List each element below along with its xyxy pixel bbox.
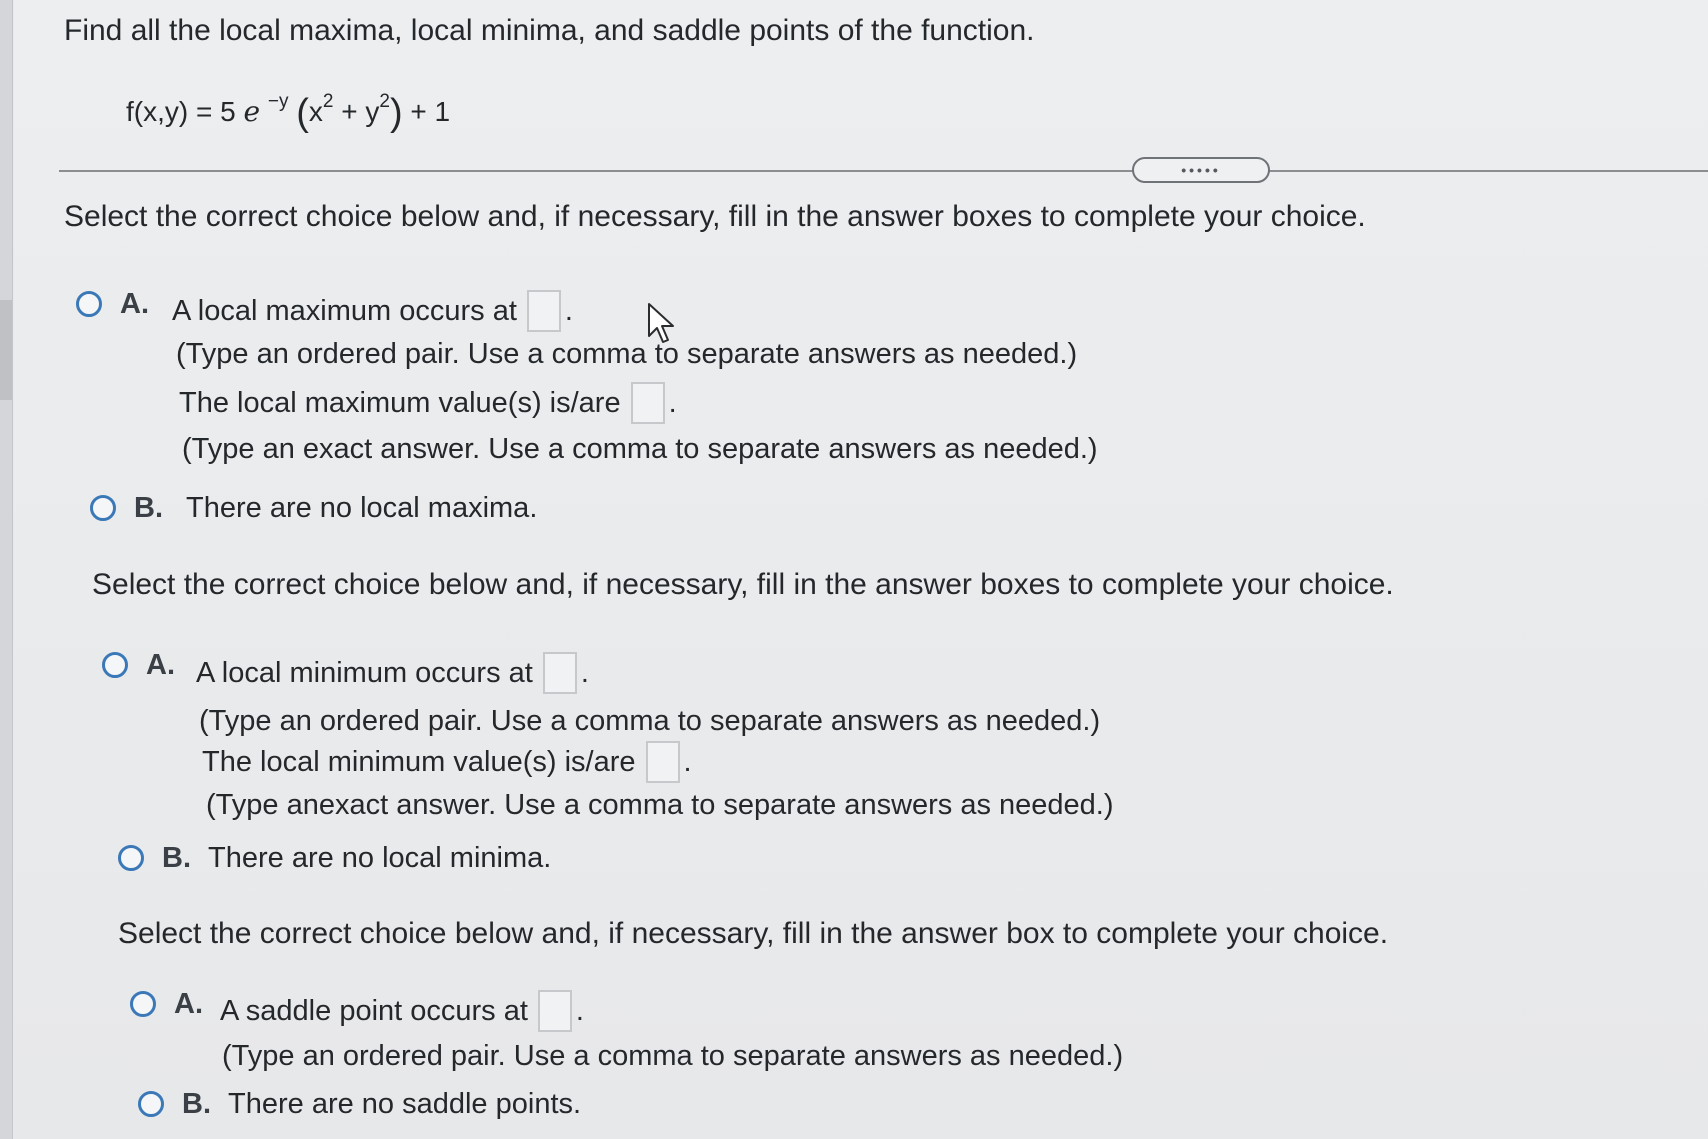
left-panel-edge xyxy=(0,0,13,1139)
minima-option-b-text: There are no local minima. xyxy=(208,842,552,874)
minima-location-label: A local minimum occurs at xyxy=(196,656,533,689)
minima-option-a-radio[interactable] xyxy=(102,652,128,678)
mouse-pointer-icon xyxy=(647,302,677,346)
saddle-option-a-hint1: (Type an ordered pair. Use a comma to separate answers as needed.) xyxy=(222,1040,1124,1072)
function-x: x xyxy=(308,96,323,127)
open-paren: ( xyxy=(296,92,309,134)
maxima-value-input[interactable] xyxy=(631,382,665,424)
period: . xyxy=(575,994,584,1027)
maxima-option-a-line1 xyxy=(172,290,573,332)
saddle-option-b-text: There are no saddle points. xyxy=(228,1088,582,1120)
saddle-location-label: A saddle point occurs at xyxy=(220,994,528,1027)
period: . xyxy=(580,656,589,689)
maxima-option-a-hint2: (Type an exact answer. Use a comma to separate answers as needed.) xyxy=(182,433,1098,465)
function-exponent: −y xyxy=(267,90,289,112)
minima-option-a-line1 xyxy=(196,652,589,694)
function-expression xyxy=(126,92,450,135)
function-tail: + 1 xyxy=(410,96,451,127)
maxima-option-b-radio[interactable] xyxy=(90,495,116,521)
period: . xyxy=(683,745,692,778)
maxima-option-a-hint1: (Type an ordered pair. Use a comma to separate answers as needed.) xyxy=(176,338,1078,370)
minima-option-a-letter: A. xyxy=(146,649,175,681)
maxima-instruction: Select the correct choice below and, if necessary, fill in the answer boxes to complete your choice. xyxy=(64,200,1366,233)
maxima-option-b-letter: B. xyxy=(134,492,163,524)
period: . xyxy=(668,386,677,419)
function-x-exponent: 2 xyxy=(322,90,334,112)
minima-option-b-radio[interactable] xyxy=(118,845,144,871)
left-panel-tab[interactable] xyxy=(0,300,12,400)
saddle-option-b-letter: B. xyxy=(182,1088,211,1120)
saddle-option-a-line1 xyxy=(220,990,584,1032)
maxima-location-label: A local maximum occurs at xyxy=(172,294,517,327)
function-e: e xyxy=(243,95,261,128)
minima-value-input[interactable] xyxy=(646,741,680,783)
maxima-option-a-line3 xyxy=(179,382,677,424)
saddle-option-a-radio[interactable] xyxy=(130,991,156,1017)
minima-location-input[interactable] xyxy=(543,652,577,694)
saddle-location-input[interactable] xyxy=(538,990,572,1032)
maxima-option-b-text: There are no local maxima. xyxy=(186,492,538,524)
minima-value-label: The local minimum value(s) is/are xyxy=(202,745,636,778)
minima-option-a-line3 xyxy=(202,741,692,783)
question-title: Find all the local maxima, local minima, and saddle points of the function. xyxy=(64,14,1035,47)
minima-instruction: Select the correct choice below and, if necessary, fill in the answer boxes to complete your choice. xyxy=(92,568,1394,601)
function-plus-y: + y xyxy=(341,96,380,127)
minima-option-a-hint1: (Type an ordered pair. Use a comma to separate answers as needed.) xyxy=(199,705,1101,737)
maxima-option-a-letter: A. xyxy=(120,288,149,320)
close-paren: ) xyxy=(389,92,403,134)
maxima-option-a-radio[interactable] xyxy=(76,291,102,317)
maxima-value-label: The local maximum value(s) is/are xyxy=(179,386,621,419)
minima-option-a-hint2: (Type anexact answer. Use a comma to separate answers as needed.) xyxy=(206,789,1114,821)
minima-option-b-letter: B. xyxy=(162,842,191,874)
saddle-option-a-letter: A. xyxy=(174,988,203,1020)
saddle-option-b-radio[interactable] xyxy=(138,1091,164,1117)
function-y-exponent: 2 xyxy=(379,90,390,112)
expand-more-button[interactable]: ••••• xyxy=(1132,157,1270,183)
maxima-location-input[interactable] xyxy=(527,290,561,332)
saddle-instruction: Select the correct choice below and, if necessary, fill in the answer box to complete your choice. xyxy=(118,917,1389,950)
question-page xyxy=(14,0,1708,1139)
section-divider xyxy=(59,170,1708,172)
function-lhs: f(x,y) = 5 xyxy=(126,96,236,127)
period: . xyxy=(564,294,573,327)
